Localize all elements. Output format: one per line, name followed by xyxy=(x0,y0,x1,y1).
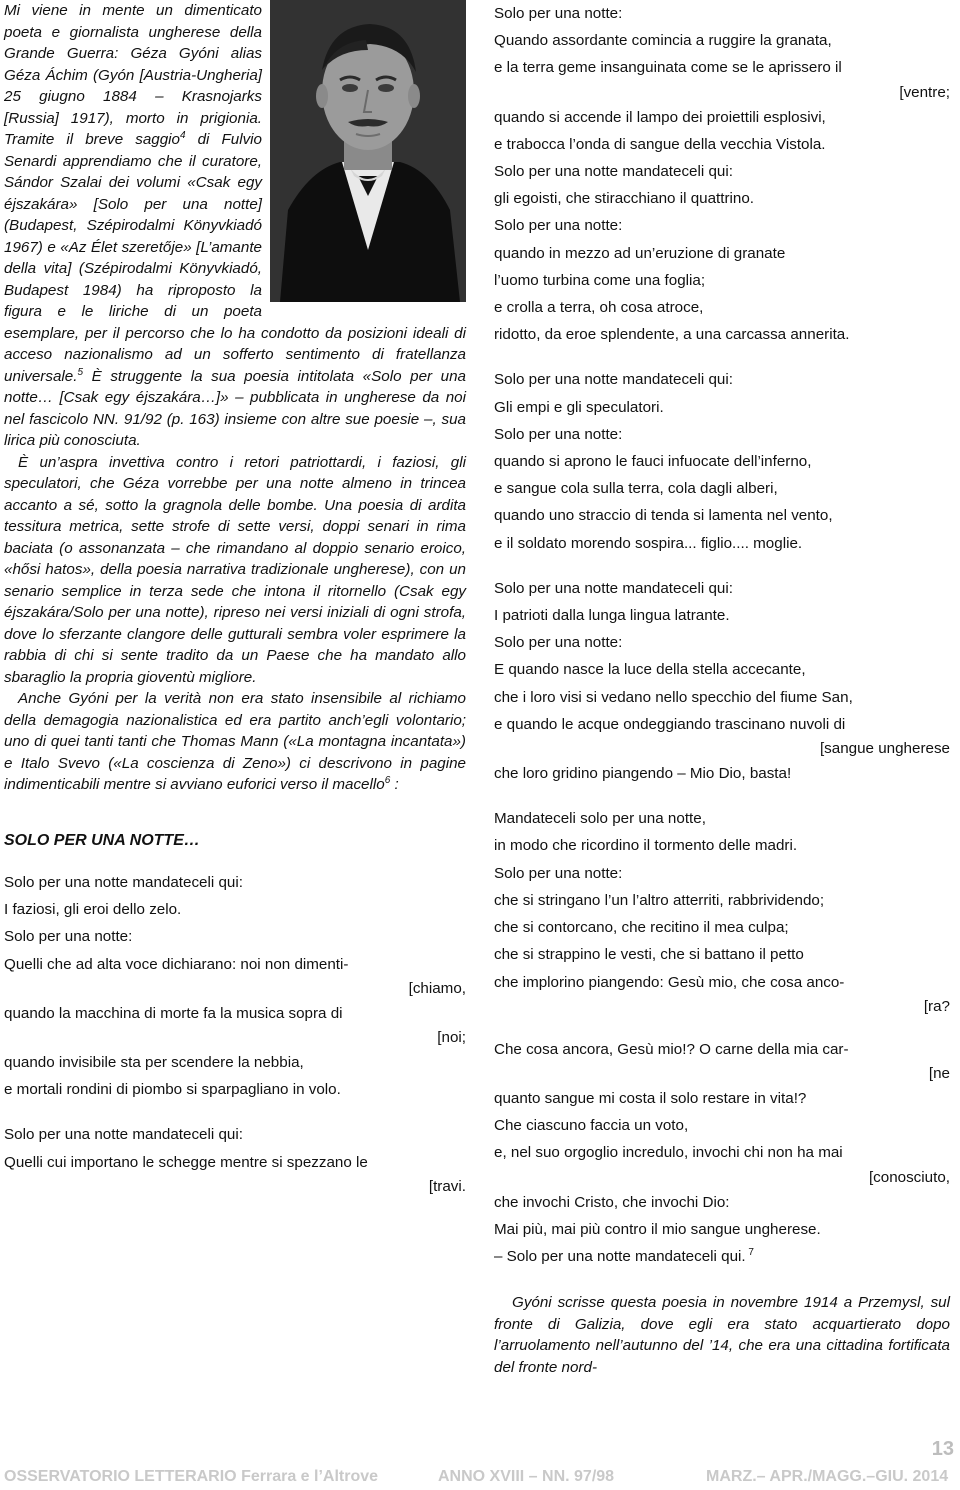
poem-verse-line: Solo per una notte mandateceli qui: xyxy=(494,579,733,597)
poem-verse-line: e crolla a terra, oh cosa atroce, xyxy=(494,299,704,317)
poem-right-stanzas xyxy=(494,0,950,1270)
poem-verse-line: che implorino piangendo: Gesù mio, che cosa anco- xyxy=(494,973,845,991)
poem-verse-line: e quando le acque ondeggiando trascinano nuvoli di xyxy=(494,715,846,733)
poem-verse-line: I faziosi, gli eroi dello zelo. xyxy=(4,901,182,919)
author-portrait-photo xyxy=(270,0,466,302)
poem-verse-line: Solo per una notte: xyxy=(494,217,623,235)
page-footer xyxy=(0,1464,960,1490)
poem-verse-line: [ventre; xyxy=(899,83,950,101)
intro-text-p3a: Anche Gyóni per la verità non era stato insensibile al richiamo della demagogia nazionalistica ed era partito anch’egli volontario; uno di quei tanti tanti che Thomas Mann («La montagna incantata») e Italo Svevo («La coscienza di Zeno») ci descrivono in pagine indimenticabili mentre si avviano euforici verso il macello xyxy=(4,690,466,793)
portrait-image xyxy=(270,0,466,302)
poem-verse-line: e sangue cola sulla terra, cola dagli alberi, xyxy=(494,480,778,498)
poem-verse-line: che si strappino le vesti, che si battano il petto xyxy=(494,946,804,964)
closing-paragraph: Gyóni scrisse questa poesia in novembre 1914 a Przemysl, sul fronte di Galizia, dove egli era stato acquartierato dopo l’arruolamento nell’autunno del ’14, che era una cittadina fortificata del fronte nord- xyxy=(494,1294,950,1376)
footer-date: MARZ.– APR./MAGG.–GIU. 2014 xyxy=(706,1468,949,1485)
intro-text-c: È struggente la sua poesia intitolata «Solo per una notte… [Csak egy éjszakára…]» – pubblicata in ungherese da noi nel fascicolo NN. 91/92 (p. 163) insieme con altre sue poesie –, sua lirica più conosciuta. xyxy=(4,367,466,449)
footer-issue: ANNO XVIII – NN. 97/98 xyxy=(438,1468,615,1485)
intro-text-a: Mi viene in mente un dimenticato poeta e giornalista ungherese della Grande Guerra: Géza Gyóni alias Géza Áchim (Gyón [Austria-Ungheria] 25 giugno 1884 – Krasnojarks [Russia] 1917), morto in prigionia. Tramite il breve saggio xyxy=(4,2,262,148)
intro-text-p3b: : xyxy=(390,776,399,793)
poem-verse-line: Solo per una notte: xyxy=(494,864,623,882)
poem-verse-line: Quelli che ad alta voce dichiarano: noi non dimenti- xyxy=(4,955,349,973)
poem-verse-line: Solo per una notte: xyxy=(4,928,133,946)
poem-verse-line: Solo per una notte mandateceli qui: xyxy=(494,163,733,181)
poem-verse-line: e, nel suo orgoglio incredulo, invochi chi non ha mai xyxy=(494,1144,843,1162)
poem-verse-line: quanto sangue mi costa il solo restare in vita!? xyxy=(494,1089,807,1107)
poem-verse-line: che i loro visi si vedano nello specchio del fiume San, xyxy=(494,688,853,706)
poem-verse-line: – Solo per una notte mandateceli qui. $^7$ xyxy=(494,1246,754,1265)
poem-verse-line: Solo per una notte: xyxy=(494,634,623,652)
poem-verse-line: e la terra geme insanguinata come se le aprissero il xyxy=(494,59,842,77)
intro-paragraph-3 xyxy=(4,688,466,796)
poem-verse-line: [ra? xyxy=(923,997,950,1015)
footnote-ref-4[interactable]: 4 xyxy=(180,129,186,141)
intro-text-b: di Fulvio Senardi apprendiamo che il curatore, Sándor Szalai dei volumi «Csak egy éjszakára» [Solo per una notte] (Budapest, Szépirodalmi Könyvkiadó 1967) e «Az Élet szeretője» [L’amante della vita] (Szépirodalmi Könyvkiadó, Budapest 1984) ha riproposto la figura e le liriche di un poeta esemplare, per il percorso che lo ha condotto da posizioni ideali di acceso nazionalismo ad un sofferto sentimento di fratellanza universale. xyxy=(4,131,466,385)
poem-verse-line: [chiamo, xyxy=(408,979,466,997)
poem-verse-line: [travi. xyxy=(428,1177,466,1195)
poem-verse-line: I patrioti dalla lunga lingua latrante. xyxy=(494,607,730,625)
poem-verse-line: [sangue ungherese xyxy=(819,740,950,758)
poem-verse-line: Che cosa ancora, Gesù mio!? O carne della mia car- xyxy=(494,1040,849,1058)
poem-verse-line: Mandateceli solo per una notte, xyxy=(494,810,706,828)
poem-verse-line: e mortali rondini di piombo si sparpagliano in volo. xyxy=(4,1081,341,1099)
poem-verse-line: Mai più, mai più contro il mio sangue ungherese. xyxy=(494,1220,821,1238)
poem-verse-line: che invochi Cristo, che invochi Dio: xyxy=(494,1193,730,1211)
poem-verse-line: Quando assordante comincia a ruggire la granata, xyxy=(494,32,832,50)
poem-verse-line: Quelli cui importano le schegge mentre si spezzano le xyxy=(4,1153,368,1171)
footnote-ref-6[interactable]: 6 xyxy=(384,774,391,786)
poem-verse-line: quando invisibile sta per scendere la nebbia, xyxy=(4,1054,304,1072)
stanza-break xyxy=(494,787,950,805)
poem-verse-line: [noi; xyxy=(437,1029,466,1047)
poem-verse-line: [ne xyxy=(928,1064,950,1082)
right-column xyxy=(494,0,950,1378)
poem-verse-line: e il soldato morendo sospira... figlio.... moglie. xyxy=(494,534,803,552)
poem-verse-line: Che ciascuno faccia un voto, xyxy=(494,1117,689,1135)
footnote-ref-7[interactable]: 7 xyxy=(745,1246,754,1258)
stanza-break xyxy=(4,1103,466,1121)
poem-verse-line: che loro gridino piangendo – Mio Dio, basta! xyxy=(494,765,792,783)
poem-verse-line: Solo per una notte mandateceli qui: xyxy=(494,371,733,389)
poem-verse-line: e trabocca l’onda di sangue della vecchia Vistola. xyxy=(494,135,826,153)
poem-verse-line: [conosciuto, xyxy=(868,1168,950,1186)
stanza-break xyxy=(494,1018,950,1036)
stanza-break xyxy=(494,557,950,575)
poem-verse-line: quando la macchina di morte fa la musica sopra di xyxy=(4,1004,343,1022)
poem-verse-line: in modo che ricordino il tormento delle madri. xyxy=(494,837,798,855)
poem-verse-line: Solo per una notte: xyxy=(494,425,623,443)
poem-verse-line: quando uno straccio di tenda si lamenta nel vento, xyxy=(494,507,833,525)
poem-left-stanzas xyxy=(4,869,466,1198)
poem-verse-line: Gli empi e gli speculatori. xyxy=(494,398,664,416)
poem-verse-line: quando si accende il lampo dei proiettili esplosivi, xyxy=(494,108,826,126)
left-column xyxy=(4,0,466,1198)
poem-verse-line: l’uomo turbina come una foglia; xyxy=(494,271,706,289)
footnote-ref-5[interactable]: 5 xyxy=(77,366,84,378)
footer-journal: OSSERVATORIO LETTERARIO Ferrara e l’Altrove xyxy=(4,1468,379,1485)
page-number: 13 xyxy=(931,1438,954,1460)
poem-verse-line: Solo per una notte mandateceli qui: xyxy=(4,1126,243,1144)
poem-verse-line: E quando nasce la luce della stella accecante, xyxy=(494,661,806,679)
poem-verse-line: quando si aprono le fauci infuocate dell’inferno, xyxy=(494,453,812,471)
poem-verse-line: quando in mezzo ad un’eruzione di granate xyxy=(494,244,786,262)
poem-verse-line: Solo per una notte mandateceli qui: xyxy=(4,874,243,891)
poem-verse-line: gli egoisti, che stiracchiano il quattrino. xyxy=(494,190,755,208)
stanza-break xyxy=(494,348,950,366)
intro-paragraph-2: È un’aspra invettiva contro i retori patriottardi, i faziosi, gli speculatori, che Géza vorrebbe per una notte almeno in trincea accanto a sé, sotto la gragnola delle bombe. Una poesia di ardita tessitura metrica, sette strofe di sette versi, doppi senari in rima baciata (o assonanzata – che rimandano al doppio senario eroico, «hősi hatos», della poesia narrativa tradizionale ungherese), con un senario semplice in terza sede che intona il ritornello (Csak egy éjszakára/Solo per una notte), ripreso nei versi iniziali di ogni strofa, dove lo sferzante clangore delle gutturali sembra voler esprimere la rabbia di chi si sente tradito da un Paese che ha mandato allo sbaraglio la propria gioventù migliore. xyxy=(4,453,466,686)
poem-verse-line: che si contorcano, che recitino il mea culpa; xyxy=(494,919,789,937)
poem-title: SOLO PER UNA NOTTE… xyxy=(4,831,200,849)
poem-verse-line: che si stringano l’un l’altro atterriti, rabbrividendo; xyxy=(494,891,825,909)
poem-verse-line: Solo per una notte: xyxy=(494,5,623,22)
poem-verse-line: ridotto, da eroe splendente, a una carcassa annerita. xyxy=(494,326,850,344)
